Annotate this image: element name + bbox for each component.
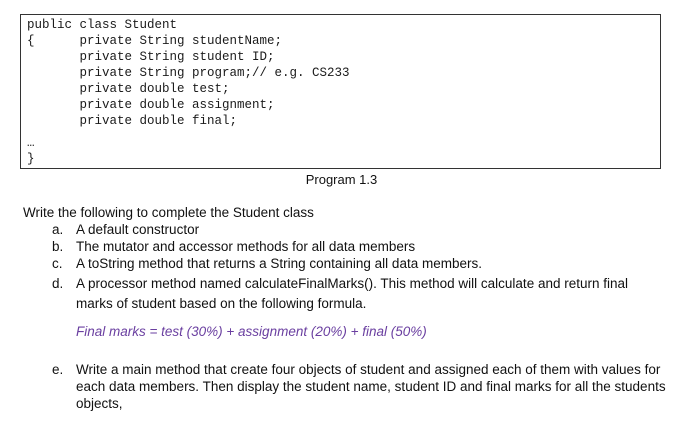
- code-line: public class Student: [27, 18, 178, 32]
- code-line: private String student ID;: [27, 50, 275, 64]
- code-line: { private String studentName;: [27, 34, 283, 48]
- list-item-text: The mutator and accessor methods for all data members: [76, 239, 416, 254]
- instructions-intro: Write the following to complete the Student class: [23, 205, 314, 220]
- list-item: [52, 255, 672, 272]
- list-item: [52, 274, 672, 314]
- final-marks-formula: Final marks = test (30%) + assignment (20%) + final (50%): [76, 324, 427, 339]
- list-marker: d.: [52, 276, 64, 291]
- list-marker: e.: [52, 362, 64, 377]
- list-item: [52, 238, 672, 255]
- program-caption: Program 1.3: [305, 172, 378, 187]
- code-box: [20, 14, 661, 169]
- code-line: }: [27, 152, 35, 166]
- list-item: [52, 361, 672, 417]
- list-item-text: A toString method that returns a String containing all data members.: [76, 256, 482, 271]
- list-marker: a.: [52, 222, 64, 237]
- code-ellipsis: …: [27, 136, 35, 150]
- code-line: private double assignment;: [27, 98, 275, 112]
- list-marker: c.: [52, 256, 63, 271]
- code-line: private double final;: [27, 114, 238, 128]
- list-marker: b.: [52, 239, 64, 254]
- code-line: private double test;: [27, 82, 230, 96]
- list-item: [52, 221, 672, 238]
- list-item-text: Write a main method that create four objects of student and assigned each of them with values for each data members. Then display the student name, student ID and final marks for all the students objects,: [76, 362, 666, 411]
- code-line: private String program;// e.g. CS233: [27, 66, 350, 80]
- list-item-text: A processor method named calculateFinalMarks(). This method will calculate and return final marks of student based on the following formula.: [76, 276, 629, 311]
- list-item-text: A default constructor: [76, 222, 200, 237]
